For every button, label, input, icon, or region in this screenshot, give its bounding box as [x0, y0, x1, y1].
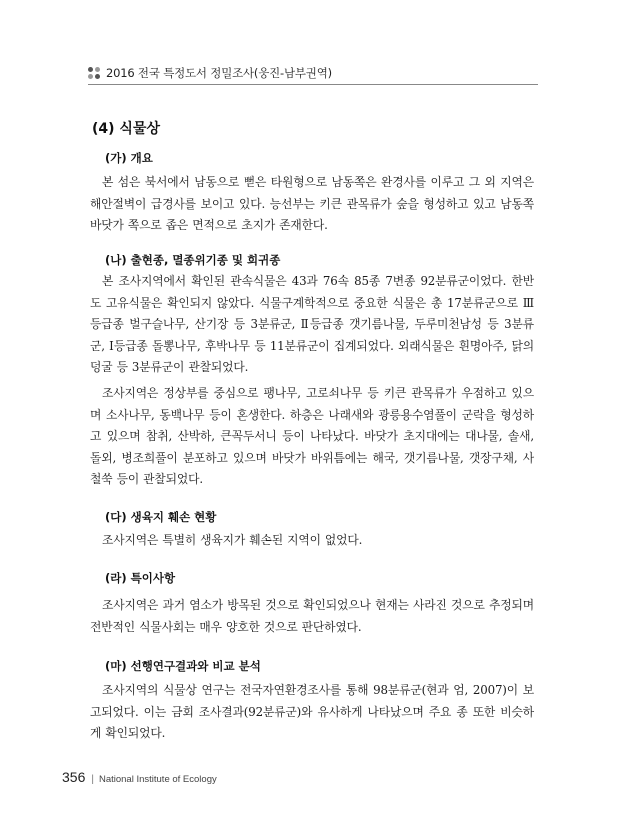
bullet-dots-icon [88, 67, 100, 79]
footer-separator: | [91, 774, 94, 785]
paragraph-species-1: 본 조사지역에서 확인된 관속식물은 43과 76속 85종 7변종 92분류군이었다. 한반도 고유식물은 확인되지 않았다. 식물구계학적으로 중요한 식물은 총 17분류군으로 Ⅲ등급종 벌구슬나무, 산기장 등 3분류군, Ⅱ등급종 갯기름나물, 두루미천남성 등 3분류군, Ⅰ등급종 돌뽕나무, 후박나무 등 11분류군이 집계되었다. 외래식물은 흰명아주, 닭의덩굴 등 3분류군이 관찰되었다. [90, 274, 534, 375]
paragraph-notes: 조사지역은 과거 염소가 방목된 것으로 확인되었으나 현재는 사라진 것으로 추정되며 전반적인 식물사회는 매우 양호한 것으로 판단하였다. [90, 598, 534, 634]
running-header-title: 2016 전국 특정도서 정밀조사(웅진-남부권역) [106, 66, 332, 80]
running-header [88, 63, 538, 83]
subsection-title-comparison: (마) 선행연구결과와 비교 분석 [105, 659, 261, 673]
paragraph-comparison: 조사지역의 식물상 연구는 전국자연환경조사를 통해 98분류군(현과 엄, 2007)이 보고되었다. 이는 금회 조사결과(92분류군)와 유사하게 나타났으며 주요 종 또한 비슷하게 확인되었다. [90, 683, 534, 741]
paragraph-species-2: 조사지역은 정상부를 중심으로 팽나무, 고로쇠나무 등 키큰 관목류가 우점하고 있으며 소사나무, 동백나무 등이 혼생한다. 하층은 나래새와 광릉용수염풀이 군락을 형성하고 있으며 참취, 산박하, 큰꼭두서니 등이 나타났다. 바닷가 초지대에는 대나물, 솔새, 돌외, 병조희풀이 분포하고 있으며 바닷가 바위틈에는 해국, 갯기름나물, 갯장구채, 사철쑥 등이 관찰되었다. [90, 386, 534, 487]
subsection-title-species: (나) 출현종, 멸종위기종 및 희귀종 [105, 253, 281, 267]
header-divider [88, 84, 538, 85]
footer-organization: National Institute of Ecology [98, 774, 217, 785]
subsection-title-notes: (라) 특이사항 [105, 571, 176, 585]
paragraph-habitat-damage: 조사지역은 특별히 생육지가 훼손된 지역이 없었다. [102, 533, 363, 547]
page-number: 356 [62, 769, 86, 785]
subsection-title-habitat-damage: (다) 생육지 훼손 현황 [105, 510, 217, 524]
page-footer [62, 769, 217, 789]
subsection-title-overview: (가) 개요 [105, 151, 153, 165]
section-title: (4) 식물상 [92, 121, 160, 137]
paragraph-overview: 본 섬은 북서에서 남동으로 뻗은 타원형으로 남동쪽은 완경사를 이루고 그 외 지역은 해안절벽이 급경사를 보이고 있다. 능선부는 키큰 관목류가 숲을 형성하고 있고 남동쪽 바닷가 쪽으로 좁은 면적으로 초지가 존재한다. [90, 175, 534, 233]
